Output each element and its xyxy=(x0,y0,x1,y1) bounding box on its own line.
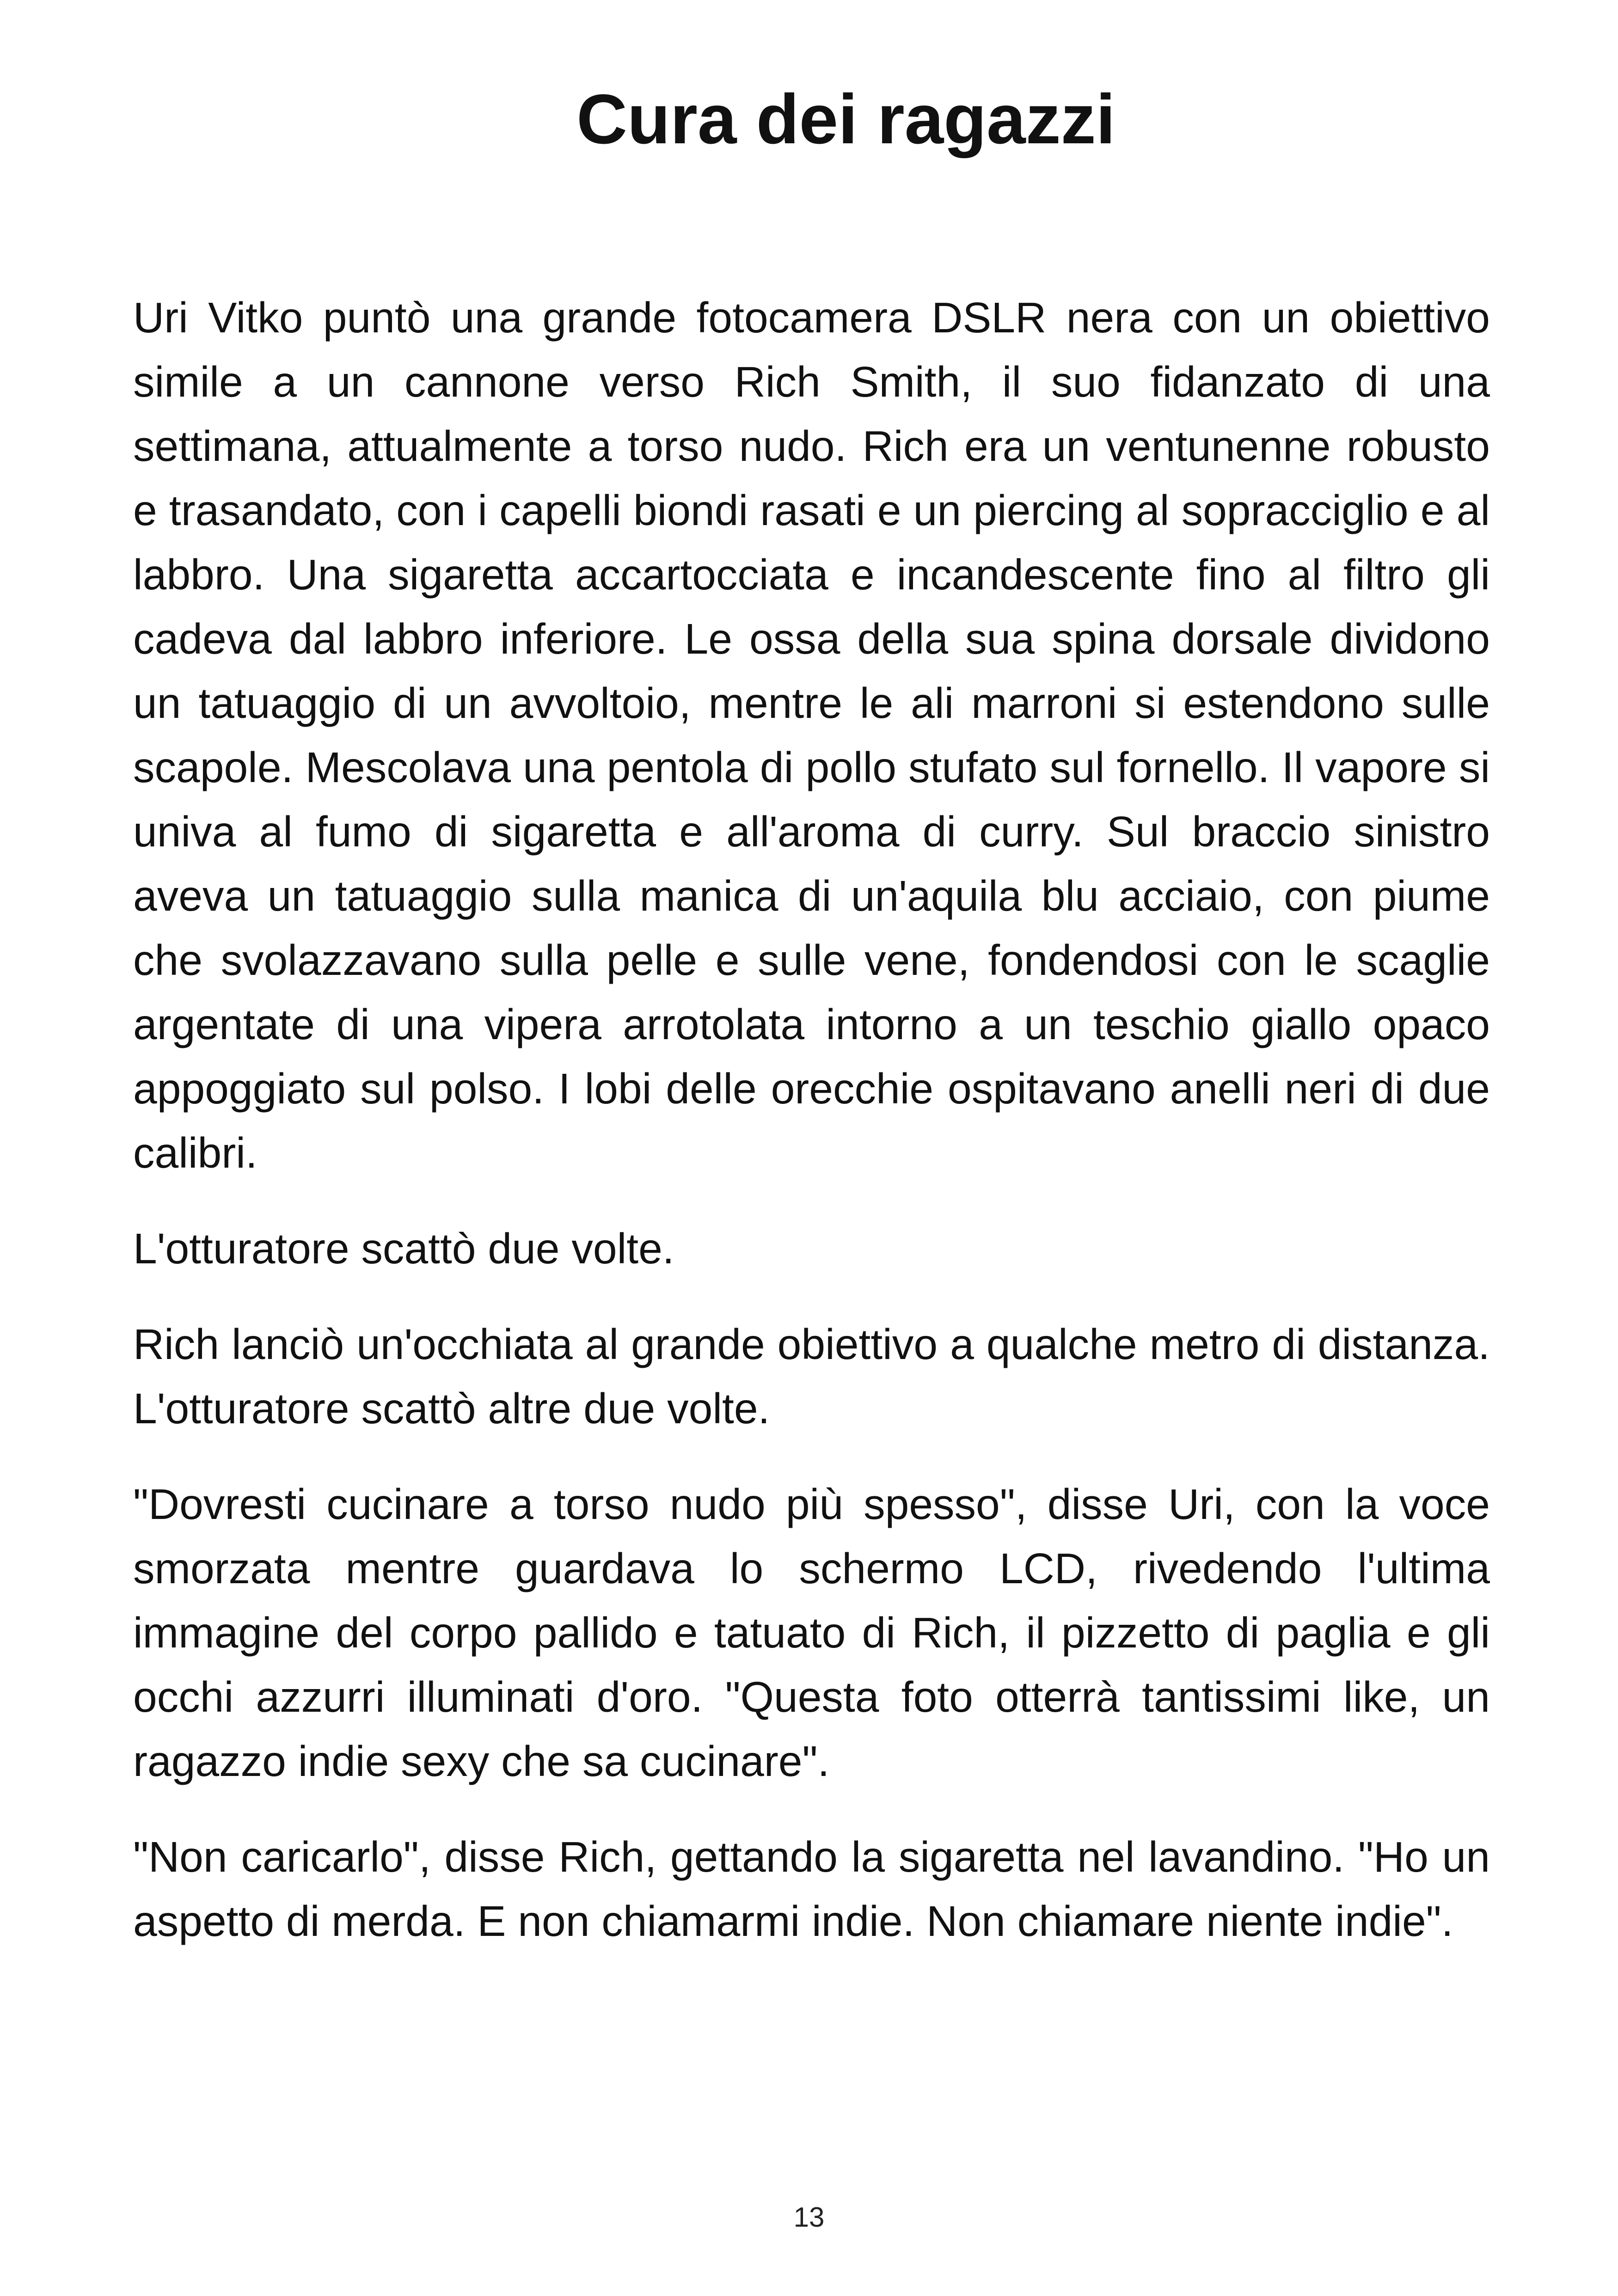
body-text xyxy=(133,286,1490,1985)
paragraph: L'otturatore scattò due volte. xyxy=(133,1225,674,1273)
chapter-title: Cura dei ragazzi xyxy=(576,80,1115,159)
page-number: 13 xyxy=(793,2202,825,2233)
paragraph: Uri Vitko puntò una grande fotocamera DSLR nera con un obiettivo simile a un cannone verso Rich Smith, il suo fidanzato di una settimana, attualmente a torso nudo. Rich era un ventunenne robusto e trasandato, con i capelli biondi rasati e un piercing al sopracciglio e al labbro. Una sigaretta accartocciata e incandescente fino al filtro gli cadeva dal labbro inferiore. Le ossa della sua spina dorsale dividono un tatuaggio di un avvoltoio, mentre le ali marroni si estendono sulle scapole. Mescolava una pentola di pollo stufato sul fornello. Il vapore si univa al fumo di sigaretta e all'aroma di curry. Sul braccio sinistro aveva un tatuaggio sulla manica di un'aquila blu acciaio, con piume che svolazzavano sulla pelle e sulle vene, fondendosi con le scaglie argentate di una vipera arrotolata intorno a un teschio giallo opaco appoggiato sul polso. I lobi delle orecchie ospitavano anelli neri di due calibri. xyxy=(133,294,1490,1177)
paragraph: "Non caricarlo", disse Rich, gettando la sigaretta nel lavandino. "Ho un aspetto di merda. E non chiamarmi indie. Non chiamare niente indie". xyxy=(133,1833,1490,1945)
paragraph: "Dovresti cucinare a torso nudo più spesso", disse Uri, con la voce smorzata mentre guardava lo schermo LCD, rivedendo l'ultima immagine del corpo pallido e tatuato di Rich, il pizzetto di paglia e gli occhi azzurri illuminati d'oro. "Questa foto otterrà tantissimi like, un ragazzo indie sexy che sa cucinare". xyxy=(133,1480,1490,1785)
paragraph: Rich lanciò un'occhiata al grande obiettivo a qualche metro di distanza. L'otturatore scattò altre due volte. xyxy=(133,1320,1490,1433)
